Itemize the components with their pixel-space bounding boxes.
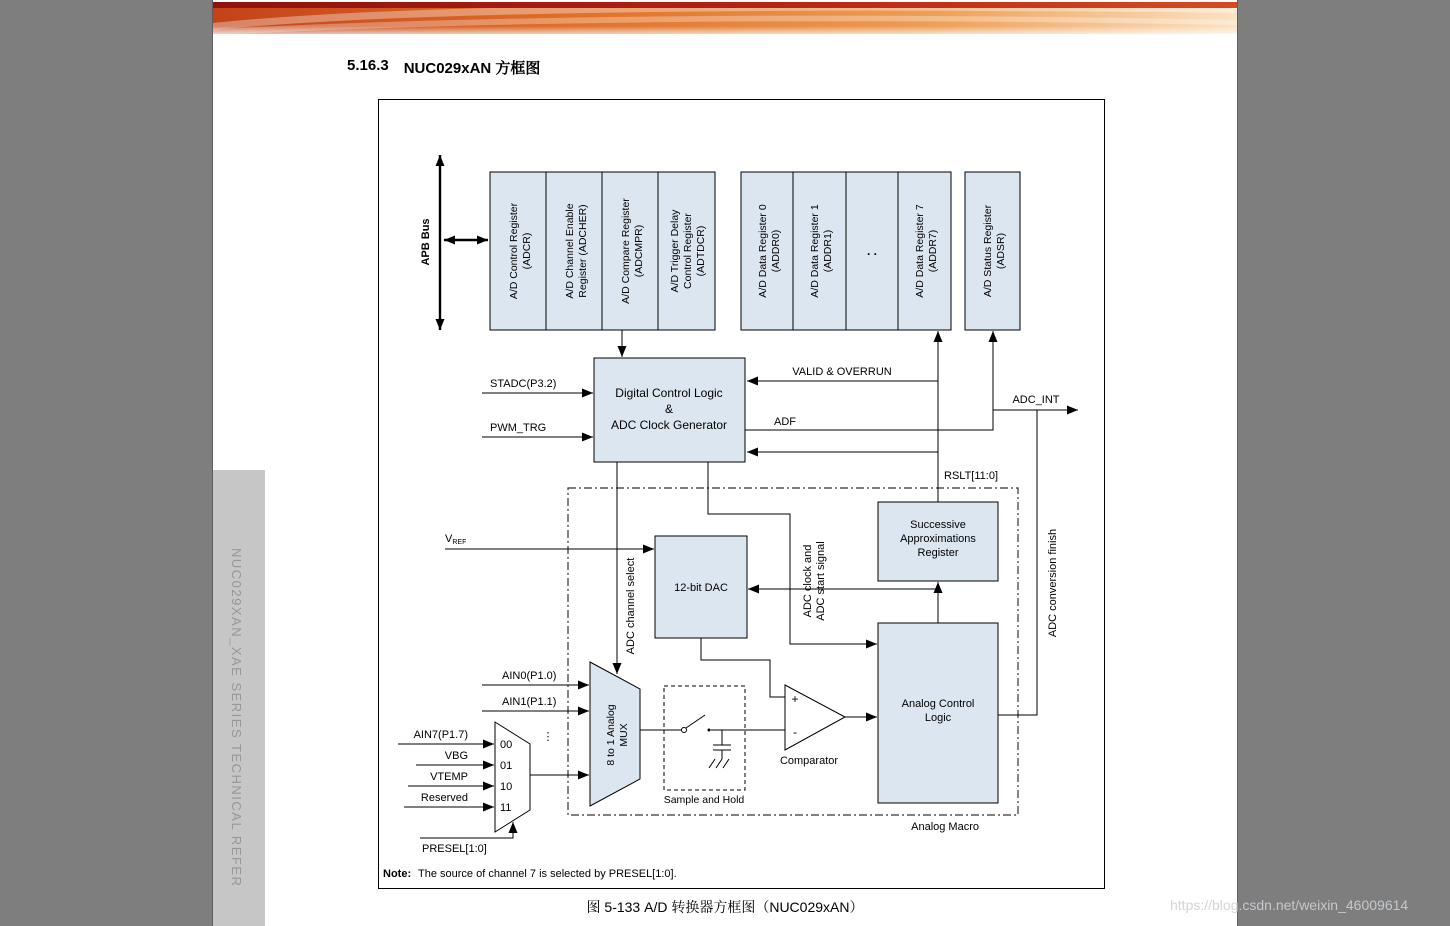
document-page xyxy=(213,0,1237,926)
addr7-label-line2: (ADDR7) xyxy=(927,229,939,273)
mux-label-line2: MUX xyxy=(618,723,630,747)
sample-and-hold-label: Sample and Hold xyxy=(663,794,745,806)
adc-block-diagram xyxy=(378,99,1105,889)
adtdcr-label-line2: Control Register xyxy=(682,213,694,289)
sar-label-line3: Register xyxy=(917,547,959,559)
figure-caption: 图 5-133 A/D 转换器方框图（NUC029xAN） xyxy=(586,899,864,915)
reserved-label: Reserved xyxy=(420,792,468,804)
section-number: 5.16.3 xyxy=(347,57,389,74)
analog-macro-label: Analog Macro xyxy=(911,821,979,833)
register-block-adtdcr xyxy=(658,172,715,330)
header-red-bar xyxy=(213,2,1237,8)
dcl-label-line3: ADC Clock Generator xyxy=(610,418,728,432)
comparator-plus-label: + xyxy=(791,692,799,706)
adcmpr-label-line2: (ADCMPR) xyxy=(633,224,645,278)
rslt-label: RSLT[11:0] xyxy=(944,470,999,482)
presel-label: PRESEL[1:0] xyxy=(422,843,487,855)
sar-label-line2: Approximations xyxy=(900,533,976,545)
presel-mux-sel00: 00 xyxy=(500,739,513,751)
mux-input-ellipsis: ⋮ xyxy=(542,731,554,743)
sidebar-vertical-text: NUC029XAN_XAE SERIES TECHNICAL REFER xyxy=(229,548,244,888)
vref-label-v: V xyxy=(445,533,453,545)
presel-mux-sel11: 11 xyxy=(500,802,512,814)
conversion-finish-label: ADC conversion finish xyxy=(1047,528,1059,638)
comparator-minus-label: - xyxy=(793,725,797,739)
acl-label-line1: Analog Control xyxy=(901,698,975,710)
adcr-label-line2: (ADCR) xyxy=(521,232,533,270)
vtemp-label: VTEMP xyxy=(430,771,468,783)
mux-label-line1: 8 to 1 Analog xyxy=(605,704,617,766)
register-block-adcr xyxy=(490,172,546,330)
sidebar-strip xyxy=(213,470,265,926)
ain0-label: AIN0(P1.0) xyxy=(502,670,557,682)
adtdcr-label-line3: (ADTDCR) xyxy=(695,225,707,277)
presel-mux-sel10: 10 xyxy=(500,781,513,793)
register-block-adsr xyxy=(965,172,1020,330)
section-title: NUC029xAN 方框图 xyxy=(403,60,541,77)
adcher-label-line1: A/D Channel Enable xyxy=(564,203,576,299)
register-block-addr1 xyxy=(793,172,846,330)
addr7-label-line1: A/D Data Register 7 xyxy=(914,204,926,298)
adcmpr-label-line1: A/D Compare Register xyxy=(620,198,632,304)
register-block-adcmpr xyxy=(602,172,658,330)
apb-bus-label: APB Bus xyxy=(420,218,432,266)
sar-label-line1: Successive xyxy=(910,519,966,531)
adf-label: ADF xyxy=(774,416,796,428)
watermark-text: https://blog.csdn.net/weixin_46009614 xyxy=(1170,897,1409,913)
switch-contact xyxy=(682,728,687,733)
note-label: Note: xyxy=(383,868,412,880)
diagram-note xyxy=(383,868,677,880)
vref-label-sub: REF xyxy=(452,539,467,546)
channel-select-label: ADC channel select xyxy=(625,557,637,655)
adsr-label-line1: A/D Status Register xyxy=(982,204,994,298)
dcl-label-line2: & xyxy=(664,402,674,416)
adtdcr-label-line1: A/D Trigger Delay xyxy=(669,209,681,293)
dac-label: 12-bit DAC xyxy=(674,582,728,594)
pwm-trg-label: PWM_TRG xyxy=(490,422,547,434)
sar-block xyxy=(878,502,998,581)
header-fade xyxy=(213,26,1237,38)
dcl-label-line1: Digital Control Logic xyxy=(615,386,723,400)
register-block-addr0 xyxy=(741,172,793,330)
clock-start-label-line1: ADC clock and xyxy=(802,544,814,618)
acl-label-line2: Logic xyxy=(924,712,952,724)
analog-control-logic-block xyxy=(878,623,998,803)
clock-start-label-line2: ADC start signal xyxy=(815,541,827,621)
register-block-addr7 xyxy=(898,172,951,330)
page-header-band xyxy=(213,0,1237,38)
addr0-label-line2: (ADDR0) xyxy=(770,229,782,273)
switch-node xyxy=(708,729,711,732)
register-block-adcher xyxy=(546,172,602,330)
note-text: The source of channel 7 is selected by PRESEL[1:0]. xyxy=(418,868,677,880)
addr0-label-line1: A/D Data Register 0 xyxy=(757,204,769,298)
adc-int-label: ADC_INT xyxy=(1012,394,1060,406)
adsr-label-line2: (ADSR) xyxy=(995,232,1007,270)
adcr-label-line1: A/D Control Register xyxy=(508,202,520,300)
addr1-label-line1: A/D Data Register 1 xyxy=(809,204,821,298)
section-heading xyxy=(347,57,540,78)
ain7-label: AIN7(P1.7) xyxy=(413,729,468,741)
ain1-label: AIN1(P1.1) xyxy=(502,696,557,708)
vbg-label: VBG xyxy=(444,750,468,762)
adcher-label-line2: Register (ADCHER) xyxy=(577,204,589,298)
valid-overrun-label: VALID & OVERRUN xyxy=(792,366,892,378)
addr1-label-line2: (ADDR1) xyxy=(822,229,834,273)
stadc-label: STADC(P3.2) xyxy=(490,378,557,390)
dac-block xyxy=(655,536,747,638)
register-ellipsis-label: . . xyxy=(866,244,878,258)
comparator-label: Comparator xyxy=(779,755,839,767)
digital-control-logic-block xyxy=(594,358,745,462)
presel-mux-sel01: 01 xyxy=(500,760,513,772)
register-block-ellipsis xyxy=(846,172,898,330)
